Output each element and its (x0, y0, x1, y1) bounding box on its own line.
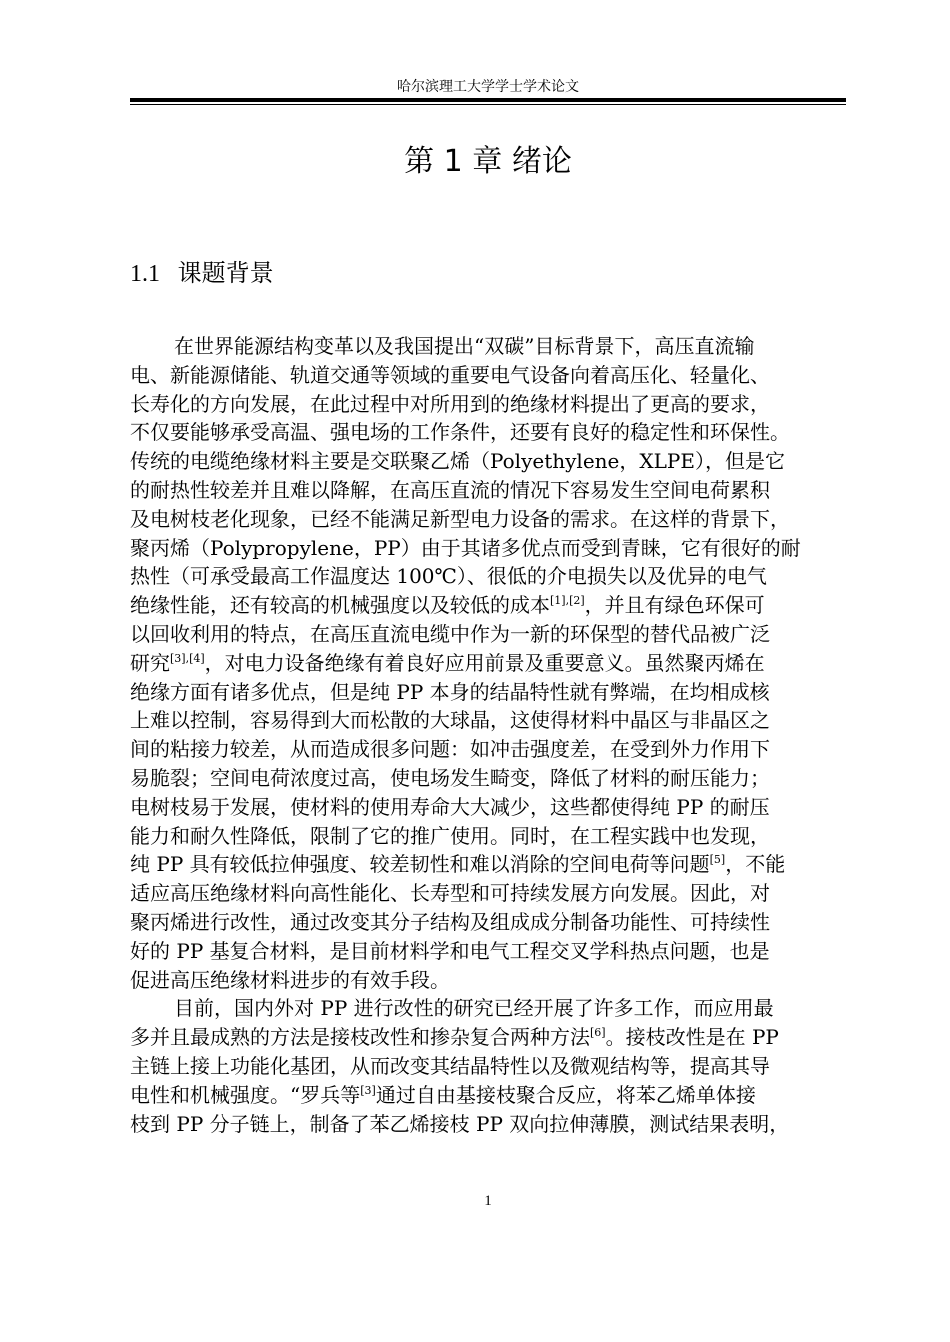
text-line: 在世界能源结构变革以及我国提出“双碳”目标背景下，高压直流输 (174, 334, 755, 358)
text-segment: 绝缘性能，还有较高的机械强度以及较低的成本 (130, 593, 550, 618)
text-line: 促进高压绝缘材料进步的有效手段。 (130, 967, 450, 992)
text-line (130, 649, 846, 678)
citation: [5] (709, 853, 726, 867)
text-line: 间的粘接力较差，从而造成很多问题：如冲击强度差，在受到外力作用下 (130, 737, 770, 762)
chapter-title: 第 1 章 绪论 (404, 144, 572, 179)
text-line: 电、新能源储能、轨道交通等领域的重要电气设备向着高压化、轻量化、 (130, 362, 770, 387)
text-line: 聚丙烯进行改性，通过改变其分子结构及组成成分制备功能性、可持续性 (130, 909, 770, 934)
text-line: 电树枝易于发展，使材料的使用寿命大大减少，这些都使得纯 PP 的耐压 (130, 794, 770, 819)
citation: [6] (590, 1026, 606, 1040)
text-segment: ，对电力设备绝缘有着良好应用前景及重要意义。虽然聚丙烯在 (204, 650, 765, 675)
text-line: 好的 PP 基复合材料，是目前材料学和电气工程交叉学科热点问题，也是 (130, 938, 770, 963)
text-line: 绝缘方面有诸多优点，但是纯 PP 本身的结晶特性就有弊端，在均相成核 (130, 679, 770, 704)
text-line: 传统的电缆绝缘材料主要是交联聚乙烯（Polyethylene，XLPE），但是它 (130, 449, 785, 474)
text-line: 的耐热性较差并且难以降解，在高压直流的情况下容易发生空间电荷累积 (130, 477, 770, 502)
text-line: 目前，国内外对 PP 进行改性的研究已经开展了许多工作，而应用最 (174, 996, 774, 1021)
text-line: 能力和耐久性降低，限制了它的推广使用。同时，在工程实践中也发现， (130, 823, 770, 848)
text-line: 及电树枝老化现象，已经不能满足新型电力设备的需求。在这样的背景下， (130, 506, 790, 531)
section-title-text: 课题背景 (177, 259, 274, 287)
section-number: 1.1 (130, 261, 160, 287)
text-line: 易脆裂；空间电荷浓度过高，使电场发生畸变，降低了材料的耐压能力； (130, 765, 770, 790)
citation: [3] (360, 1083, 376, 1097)
text-line: 以回收利用的特点，在高压直流电缆中作为一新的环保型的替代品被广泛 (130, 621, 770, 646)
citation: [1],[2] (550, 594, 585, 608)
section-heading (130, 256, 274, 291)
text-line (130, 591, 846, 620)
running-header: 哈尔滨理工大学学士学术论文 (397, 79, 579, 95)
text-line (130, 850, 846, 879)
text-line: 主链上接上功能化基团，从而改变其结晶特性以及微观结构等，提高其导 (130, 1053, 770, 1078)
text-segment: 通过自由基接枝聚合反应，将苯乙烯单体接 (375, 1082, 756, 1107)
text-line: 适应高压绝缘材料向高性能化、长寿型和可持续发展方向发展。因此，对 (130, 881, 770, 906)
text-segment: 纯 PP 具有较低拉伸强度、较差韧性和难以消除的空间电荷等问题 (130, 852, 710, 877)
text-line (130, 1023, 846, 1052)
citation: [3],[4] (170, 651, 205, 665)
text-segment: 电性和机械强度。“罗兵等 (130, 1082, 361, 1107)
text-segment: 研究 (130, 650, 170, 675)
text-line: 长寿化的方向发展，在此过程中对所用到的绝缘材料提出了更高的要求， (130, 391, 770, 416)
page-number: 1 (484, 1193, 492, 1209)
header-rule-thin (130, 104, 846, 105)
body-paragraphs (130, 332, 846, 1138)
text-segment: ，并且有绿色环保可 (584, 593, 765, 618)
text-segment: ，不能 (725, 852, 786, 877)
text-line: 枝到 PP 分子链上，制备了苯乙烯接枝 PP 双向拉伸薄膜，测试结果表明， (130, 1111, 790, 1136)
text-line: 聚丙烯（Polypropylene，PP）由于其诸多优点而受到青睐，它有很好的耐 (130, 535, 801, 560)
text-line: 不仅要能够承受高温、强电场的工作条件，还要有良好的稳定性和环保性。 (130, 420, 790, 445)
header-rule-thick (130, 98, 846, 102)
text-line: 上难以控制，容易得到大而松散的大球晶，这使得材料中晶区与非晶区之 (130, 708, 770, 733)
text-line: 热性（可承受最高工作温度达 100℃）、很低的介电损失以及优异的电气 (130, 564, 767, 589)
text-line (130, 1081, 846, 1110)
text-segment: 多并且最成熟的方法是接枝改性和掺杂复合两种方法 (130, 1025, 590, 1050)
text-segment: 。接枝改性是在 PP (605, 1025, 779, 1050)
